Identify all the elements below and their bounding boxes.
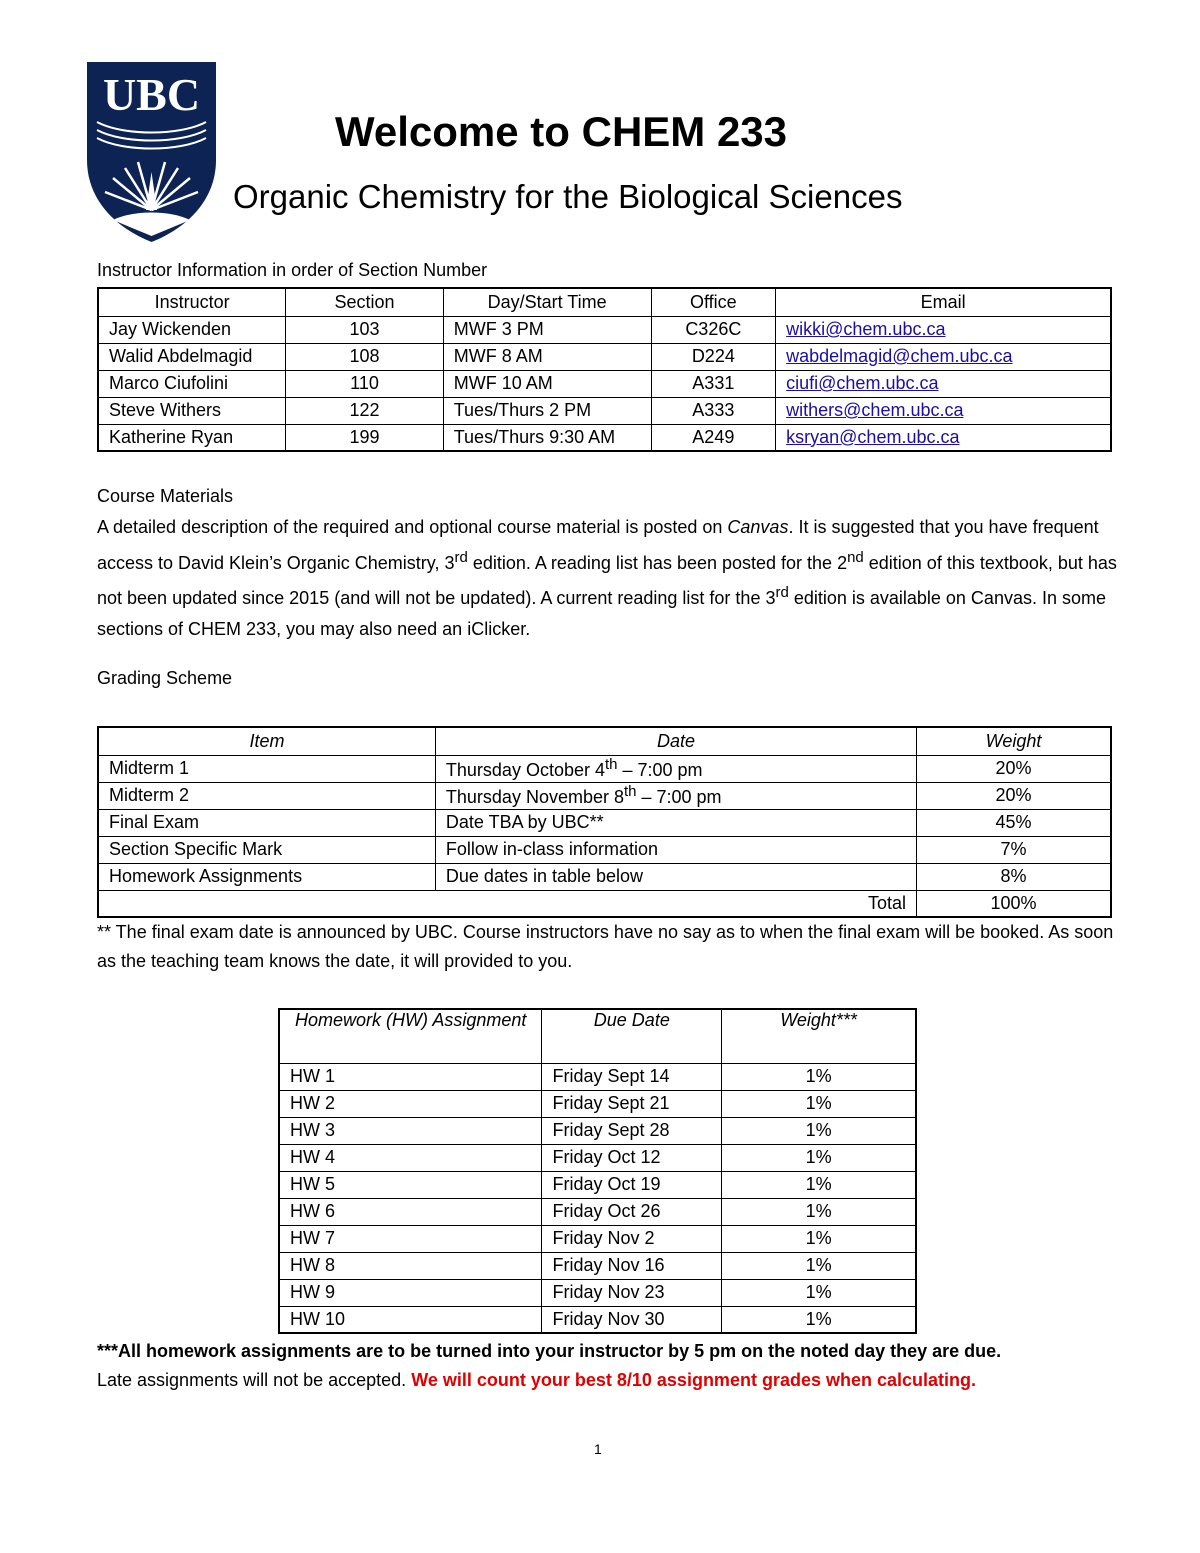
date-time: – 7:00 pm [636, 787, 722, 807]
hw-weight: 1% [722, 1225, 916, 1252]
table-row [98, 316, 1111, 343]
column-header: Section [286, 288, 443, 316]
table-row [279, 1279, 916, 1306]
hw-due-date: Friday Nov 30 [542, 1306, 722, 1333]
table-row [279, 1171, 916, 1198]
grade-item: Final Exam [98, 809, 435, 836]
table-row [279, 1252, 916, 1279]
grade-weight: 7% [917, 836, 1111, 863]
homework-note-bold: ***All homework assignments are to be turned into your instructor by 5 pm on the noted day they are due. [97, 1341, 1002, 1361]
table-row [279, 1198, 916, 1225]
grading-table [97, 726, 1112, 918]
final-exam-note: ** The final exam date is announced by UBC. Course instructors have no say as to when the final exam will be booked. As soon as the teaching team knows the date, it will provided to you. [97, 922, 1114, 971]
table-row [279, 1306, 916, 1333]
instructor-name: Jay Wickenden [98, 316, 286, 343]
table-row [98, 809, 1111, 836]
hw-weight: 1% [722, 1252, 916, 1279]
hw-weight: 1% [722, 1171, 916, 1198]
hw-name: HW 10 [279, 1306, 542, 1333]
total-row [98, 890, 1111, 917]
table-row [98, 782, 1111, 809]
paragraph-text: edition. A reading list has been posted for the 2 [467, 552, 848, 573]
day-start-time: Tues/Thurs 2 PM [443, 397, 651, 424]
hw-name: HW 6 [279, 1198, 542, 1225]
date-time: – 7:00 pm [617, 760, 703, 780]
logo-text: UBC [102, 69, 201, 120]
instructor-name: Walid Abdelmagid [98, 343, 286, 370]
office: C326C [651, 316, 776, 343]
email-link[interactable]: ciufi@chem.ubc.ca [786, 373, 939, 393]
office: A249 [651, 424, 776, 451]
column-header: Email [776, 288, 1111, 316]
day-start-time: MWF 8 AM [443, 343, 651, 370]
column-header: Day/Start Time [443, 288, 651, 316]
table-row [279, 1144, 916, 1171]
paragraph-text: edition is available on Canvas. In some sections of CHEM 233, you may also need an iClicker. [97, 588, 1106, 639]
section-number: 122 [286, 397, 443, 424]
hw-name: HW 5 [279, 1171, 542, 1198]
table-row [98, 836, 1111, 863]
office: A333 [651, 397, 776, 424]
column-header: Due Date [542, 1009, 722, 1063]
total-value: 100% [917, 890, 1111, 917]
table-row [279, 1117, 916, 1144]
homework-table [278, 1008, 917, 1334]
page-subtitle: Organic Chemistry for the Biological Sciences [233, 178, 903, 215]
superscript: nd [847, 548, 864, 566]
column-header: Instructor [98, 288, 286, 316]
hw-name: HW 4 [279, 1144, 542, 1171]
column-header: Weight*** [722, 1009, 916, 1063]
table-row [98, 863, 1111, 890]
date-text: Thursday November 8 [445, 787, 624, 807]
table-row [98, 343, 1111, 370]
instructor-table [97, 287, 1112, 452]
superscript: th [623, 783, 637, 800]
hw-weight: 1% [722, 1279, 916, 1306]
section-number: 108 [286, 343, 443, 370]
office: D224 [651, 343, 776, 370]
email-link[interactable]: wikki@chem.ubc.ca [786, 319, 946, 339]
office: A331 [651, 370, 776, 397]
grade-item: Section Specific Mark [98, 836, 435, 863]
day-start-time: MWF 10 AM [443, 370, 651, 397]
table-row [98, 424, 1111, 451]
hw-due-date: Friday Nov 2 [542, 1225, 722, 1252]
table-row [98, 755, 1111, 782]
paragraph-text: . It is suggested that you have frequent access to David Klein’s Organic Chemistry, 3 [97, 517, 1099, 573]
hw-due-date: Friday Sept 14 [542, 1063, 722, 1090]
page-title: Welcome to CHEM 233 [335, 108, 788, 155]
table-header-row [98, 288, 1111, 316]
course-materials-paragraph [97, 512, 1117, 644]
total-label: Total [98, 890, 917, 917]
grade-date: Date TBA by UBC** [435, 809, 916, 836]
hw-weight: 1% [722, 1090, 916, 1117]
instructor-name: Steve Withers [98, 397, 286, 424]
hw-weight: 1% [722, 1117, 916, 1144]
hw-due-date: Friday Oct 19 [542, 1171, 722, 1198]
day-start-time: Tues/Thurs 9:30 AM [443, 424, 651, 451]
grade-weight: 20% [917, 755, 1111, 782]
course-materials-heading: Course Materials [97, 486, 234, 506]
hw-name: HW 2 [279, 1090, 542, 1117]
email-link[interactable]: wabdelmagid@chem.ubc.ca [786, 346, 1013, 366]
paragraph-text: edition of this textbook, but has not been updated since 2015 (and will not be updated). A current reading list for the 3 [97, 552, 1117, 608]
table-row [279, 1225, 916, 1252]
section-number: 199 [286, 424, 443, 451]
hw-weight: 1% [722, 1063, 916, 1090]
hw-due-date: Friday Sept 21 [542, 1090, 722, 1117]
grade-item: Homework Assignments [98, 863, 435, 890]
email-link[interactable]: withers@chem.ubc.ca [786, 400, 964, 420]
column-header: Weight [917, 727, 1111, 755]
hw-due-date: Friday Nov 23 [542, 1279, 722, 1306]
homework-note-plain: Late assignments will not be accepted. [97, 1370, 412, 1390]
table-row [279, 1090, 916, 1117]
table-row [98, 397, 1111, 424]
superscript: th [604, 756, 618, 773]
grade-date: Follow in-class information [435, 836, 916, 863]
hw-due-date: Friday Oct 12 [542, 1144, 722, 1171]
ubc-logo [83, 60, 220, 244]
instructor-name: Marco Ciufolini [98, 370, 286, 397]
hw-weight: 1% [722, 1198, 916, 1225]
grade-weight: 45% [917, 809, 1111, 836]
table-row [98, 370, 1111, 397]
hw-weight: 1% [722, 1306, 916, 1333]
grade-date [435, 755, 916, 782]
canvas-text: Canvas [727, 517, 789, 537]
column-header: Date [435, 727, 916, 755]
hw-due-date: Friday Sept 28 [542, 1117, 722, 1144]
section-number: 110 [286, 370, 443, 397]
hw-name: HW 8 [279, 1252, 542, 1279]
section-number: 103 [286, 316, 443, 343]
hw-name: HW 7 [279, 1225, 542, 1252]
hw-due-date: Friday Oct 26 [542, 1198, 722, 1225]
grading-heading: Grading Scheme [97, 668, 233, 688]
hw-name: HW 9 [279, 1279, 542, 1306]
grade-weight: 8% [917, 863, 1111, 890]
table-header-row [98, 727, 1111, 755]
grade-weight: 20% [917, 782, 1111, 809]
hw-due-date: Friday Nov 16 [542, 1252, 722, 1279]
grade-date [435, 782, 916, 809]
instructor-heading: Instructor Information in order of Section Number [97, 260, 488, 280]
day-start-time: MWF 3 PM [443, 316, 651, 343]
superscript: rd [775, 584, 789, 601]
hw-weight: 1% [722, 1144, 916, 1171]
date-text: Thursday October 4 [445, 760, 605, 780]
column-header: Homework (HW) Assignment [279, 1009, 542, 1063]
grade-item: Midterm 1 [98, 755, 435, 782]
homework-note [97, 1337, 1117, 1395]
superscript: rd [454, 548, 468, 566]
instructor-name: Katherine Ryan [98, 424, 286, 451]
page-number: 1 [594, 1441, 602, 1457]
grade-item: Midterm 2 [98, 782, 435, 809]
table-header-row [279, 1009, 916, 1063]
hw-name: HW 1 [279, 1063, 542, 1090]
column-header: Office [651, 288, 776, 316]
email-link[interactable]: ksryan@chem.ubc.ca [786, 426, 960, 447]
table-row [279, 1063, 916, 1090]
grade-date: Due dates in table below [435, 863, 916, 890]
paragraph-text: A detailed description of the required and optional course material is posted on [97, 517, 728, 537]
column-header: Item [98, 727, 435, 755]
homework-note-red: We will count your best 8/10 assignment grades when calculating. [411, 1370, 976, 1390]
hw-name: HW 3 [279, 1117, 542, 1144]
